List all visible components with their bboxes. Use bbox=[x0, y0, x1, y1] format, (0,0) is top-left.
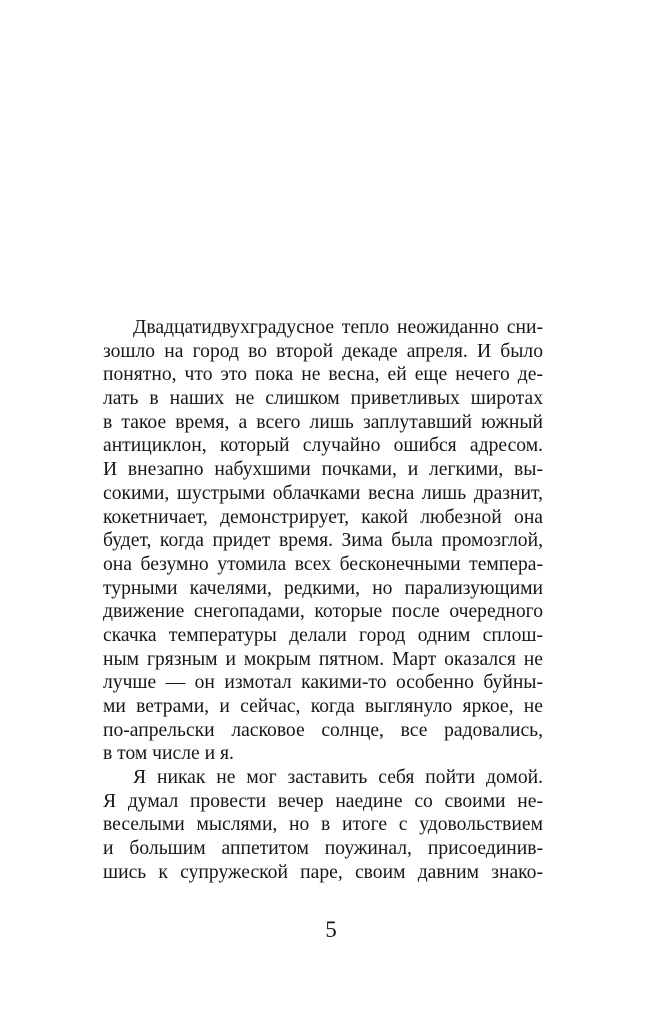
text-line: И внезапно набухшими почками, и легкими, вы- bbox=[103, 459, 543, 481]
text-line: движение снегопадами, которые после очередного bbox=[103, 601, 543, 623]
paragraph-2 bbox=[103, 766, 543, 884]
text-line: понятно, что это пока не весна, ей еще нечего де- bbox=[103, 364, 543, 386]
paragraph-1 bbox=[103, 316, 543, 766]
text-line: Двадцатидвухградусное тепло неожиданно сни- bbox=[133, 317, 543, 338]
text-line: в такое время, а всего лишь заплутавший южный bbox=[103, 411, 543, 433]
text-line: шись к супружеской паре, своим давним знако- bbox=[103, 861, 543, 883]
text-line: Я никак не мог заставить себя пойти домой. bbox=[133, 767, 543, 789]
text-line: сокими, шустрыми облачками весна лишь дразнит, bbox=[103, 482, 543, 504]
text-line: лать в наших не слишком приветливых широтах bbox=[103, 388, 543, 410]
text-line: и большим аппетитом поужинал, присоединив- bbox=[103, 838, 543, 860]
text-line: турными качелями, редкими, но парализующими bbox=[103, 577, 543, 599]
page-number: 5 bbox=[325, 917, 337, 942]
text-line: будет, когда придет время. Зима была промозглой, bbox=[103, 530, 543, 552]
text-line: по-апрельски ласковое солнце, все радовались, bbox=[103, 719, 543, 741]
text-line: кокетничает, демонстрирует, какой любезной она bbox=[103, 506, 543, 528]
text-line: веселыми мыслями, но в итоге с удовольствием bbox=[103, 814, 543, 836]
text-line: антициклон, который случайно ошибся адресом. bbox=[103, 435, 543, 457]
text-line: лучше — он измотал какими-то особенно буйны- bbox=[103, 672, 543, 694]
text-line: скачка температуры делали город одним сплош- bbox=[103, 624, 543, 646]
text-line: она безумно утомила всех бесконечными темпера- bbox=[103, 553, 543, 575]
text-line: ным грязным и мокрым пятном. Март оказался не bbox=[103, 648, 543, 670]
body-text bbox=[103, 316, 543, 885]
text-line: ми ветрами, и сейчас, когда выглянуло яркое, не bbox=[103, 696, 543, 717]
text-line: в том числе и я. bbox=[103, 743, 234, 765]
text-line: Я думал провести вечер наедине со своими не- bbox=[103, 790, 543, 812]
text-line: зошло на город во второй декаде апреля. И было bbox=[103, 340, 543, 362]
